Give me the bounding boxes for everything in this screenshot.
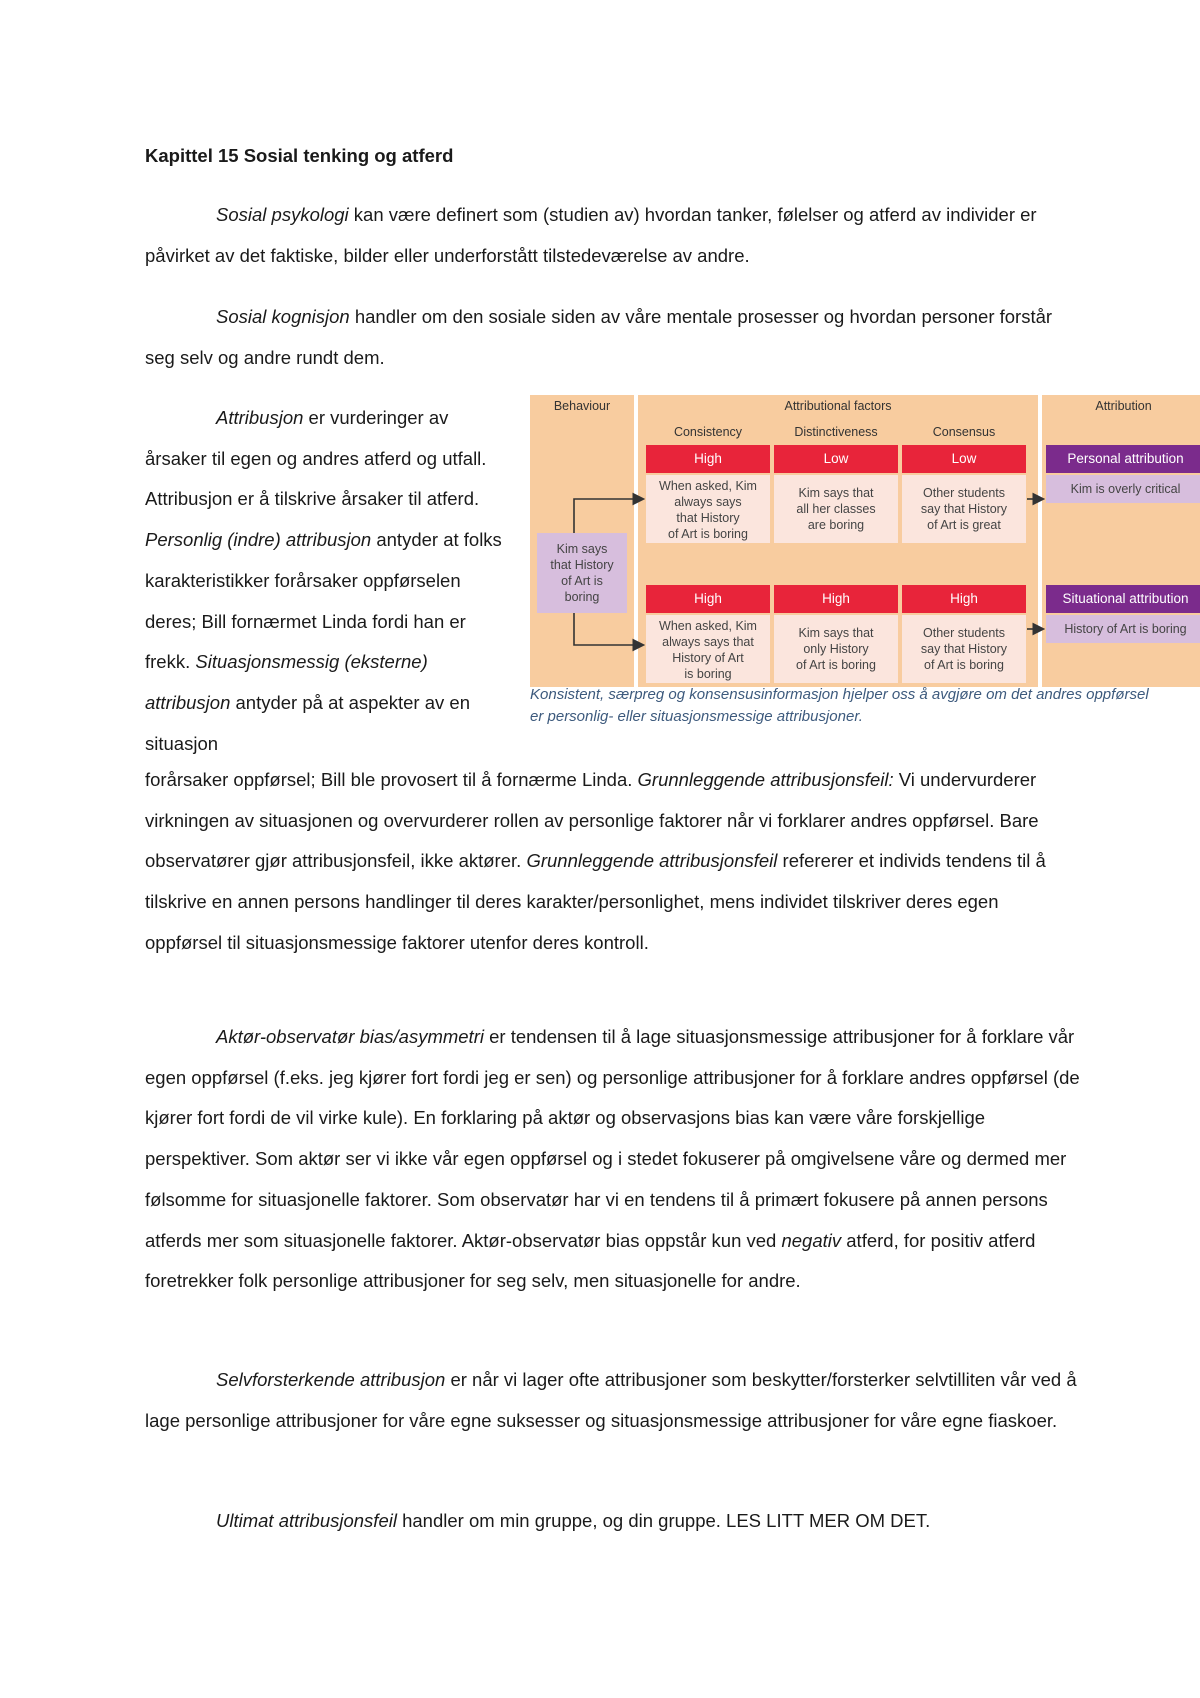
- page-title: Kapittel 15 Sosial tenking og atferd: [145, 145, 454, 166]
- attribution-header: Attribution: [1095, 399, 1152, 413]
- paragraph-actor-observer: Aktør-observatør bias/asymmetri er tendensen til å lage situasjonsmessige attribusjoner for å forklare vår egen oppførsel (f.eks. jeg kjører fort fordi jeg er sen) og personlige attribusjoner for å forklare andres oppførsel (de kjører fort fordi de vil virke kule). En forklaring på aktør og observasjons bias kan være våre forskjellige perspektiver. Som aktør ser vi ikke vår egen oppførsel og i stedet fokuserer på omgivelsene våre og dermed mer følsomme for situasjonelle faktorer. Som observatør har vi en tendens til å primært fokusere på annen persons atferds mer som situasjonelle faktorer. Aktør-observatør bias oppstår kun ved negativ atferd, for positiv atferd foretrekker folk personlige attribusjoner for seg selv, men situasjonelle for andre.: [145, 1026, 1080, 1292]
- term: Aktør-observatør bias/asymmetri: [216, 1026, 484, 1047]
- row1-consistency-text: When asked, Kim always says that History of Art is boring: [646, 475, 770, 543]
- term: Grunnleggende attribusjonsfeil:: [637, 769, 894, 790]
- row2-consistency-text: When asked, Kim always says that History of Art is boring: [646, 615, 770, 683]
- row1-distinctiveness-text: Kim says that all her classes are boring: [774, 475, 898, 543]
- row2-distinctiveness-text: Kim says that only History of Art is boring: [774, 615, 898, 683]
- paragraph-social-cognition: [145, 297, 1075, 378]
- term: Selvforsterkende attribusjon: [216, 1369, 446, 1390]
- row1-distinctiveness-level: Low: [774, 445, 898, 473]
- flow-arrows: [530, 395, 1200, 687]
- paragraph-social-psychology: [145, 195, 1075, 276]
- consensus-header: Consensus: [932, 425, 996, 439]
- attribution-figure: [530, 395, 1200, 687]
- paragraph-text: kan være definert som (studien av) hvordan tanker, følelser og atferd av individer er påvirket av det faktiske, bilder eller underforstått tilstedeværelse av andre.: [145, 204, 1037, 266]
- arrow-behaviour-to-row1: [574, 499, 642, 533]
- situational-attribution-title: Situational attribution: [1046, 585, 1200, 613]
- row2-distinctiveness-level: High: [774, 585, 898, 613]
- row1-consensus-text: Other students say that History of Art is great: [902, 475, 1026, 543]
- row1-consensus-level: Low: [902, 445, 1026, 473]
- term: Sosial psykologi: [216, 204, 349, 225]
- paragraph-self-serving: Selvforsterkende attribusjon er når vi lager ofte attribusjoner som beskytter/forsterker selvtilliten vår ved å lage personlige attribusjoner for våre egne suksesser og situasjonsmessige attribusjoner for våre egne fiaskoer.: [145, 1369, 1077, 1431]
- factors-header: Attributional factors: [784, 399, 892, 413]
- term: Sosial kognisjon: [216, 306, 350, 327]
- personal-attribution-text: Kim is overly critical: [1046, 475, 1200, 503]
- row2-consensus-text: Other students say that History of Art is boring: [902, 615, 1026, 683]
- term: negativ: [781, 1229, 842, 1251]
- paragraph-text: handler om den sosiale siden av våre mentale prosesser og hvordan personer forstår seg selv og andre rundt dem.: [145, 306, 1053, 368]
- paragraph-attribution: Attribusjon er vurderinger av årsaker til egen og andres atferd og utfall. Attribusjon er å tilskrive årsaker til atferd. Personlig (indre) attribusjon antyder at folks karakteristikker forårsaker oppførselen deres; Bill fornærmet Linda fordi han er frekk. Situasjonsmessig (eksterne) attribusjon antyder på at aspekter av en situasjon: [145, 407, 502, 754]
- paragraph-attribution-continued: forårsaker oppførsel; Bill ble provosert til å fornærme Linda. Grunnleggende attribusjonsfeil: Vi undervurderer virkningen av situasjonen og overvurderer rollen av personlige faktorer når vi forklarer andres oppførsel. Bare observatører gjør attribusjonsfeil, ikke aktører. Grunnleggende attribusjonsfeil refererer et individs tendens til å tilskrive en annen persons handlinger til deres karakter/personlighet, mens individet tilskriver deres egen oppførsel til situasjonsmessige faktorer utenfor deres kontroll.: [145, 769, 1046, 953]
- term: Personlig (indre) attribusjon: [145, 529, 372, 551]
- consistency-header: Consistency: [673, 425, 743, 439]
- row1-consistency-level: High: [646, 445, 770, 473]
- figure-caption: Konsistent, særpreg og konsensusinformasjon hjelper oss å avgjøre om det andres oppførsel er personlig- eller situasjonsmessige attribusjoner.: [530, 686, 1149, 725]
- behaviour-box: Kim says that History of Art is boring: [537, 533, 627, 613]
- term: Grunnleggende attribusjonsfeil: [526, 850, 778, 872]
- situational-attribution-text: History of Art is boring: [1046, 615, 1200, 643]
- behaviour-header: Behaviour: [553, 399, 611, 413]
- personal-attribution-title: Personal attribution: [1046, 445, 1200, 473]
- paragraph-ultimate-error: Ultimat attribusjonsfeil handler om min gruppe, og din gruppe. LES LITT MER OM DET.: [216, 1510, 931, 1531]
- row2-consistency-level: High: [646, 585, 770, 613]
- term: Ultimat attribusjonsfeil: [216, 1510, 397, 1531]
- row2-consensus-level: High: [902, 585, 1026, 613]
- distinctiveness-header: Distinctiveness: [794, 425, 878, 439]
- term: Situasjonsmessig (eksterne) attribusjon: [145, 651, 428, 713]
- arrow-behaviour-to-row2: [574, 613, 642, 645]
- term: Attribusjon: [216, 407, 304, 428]
